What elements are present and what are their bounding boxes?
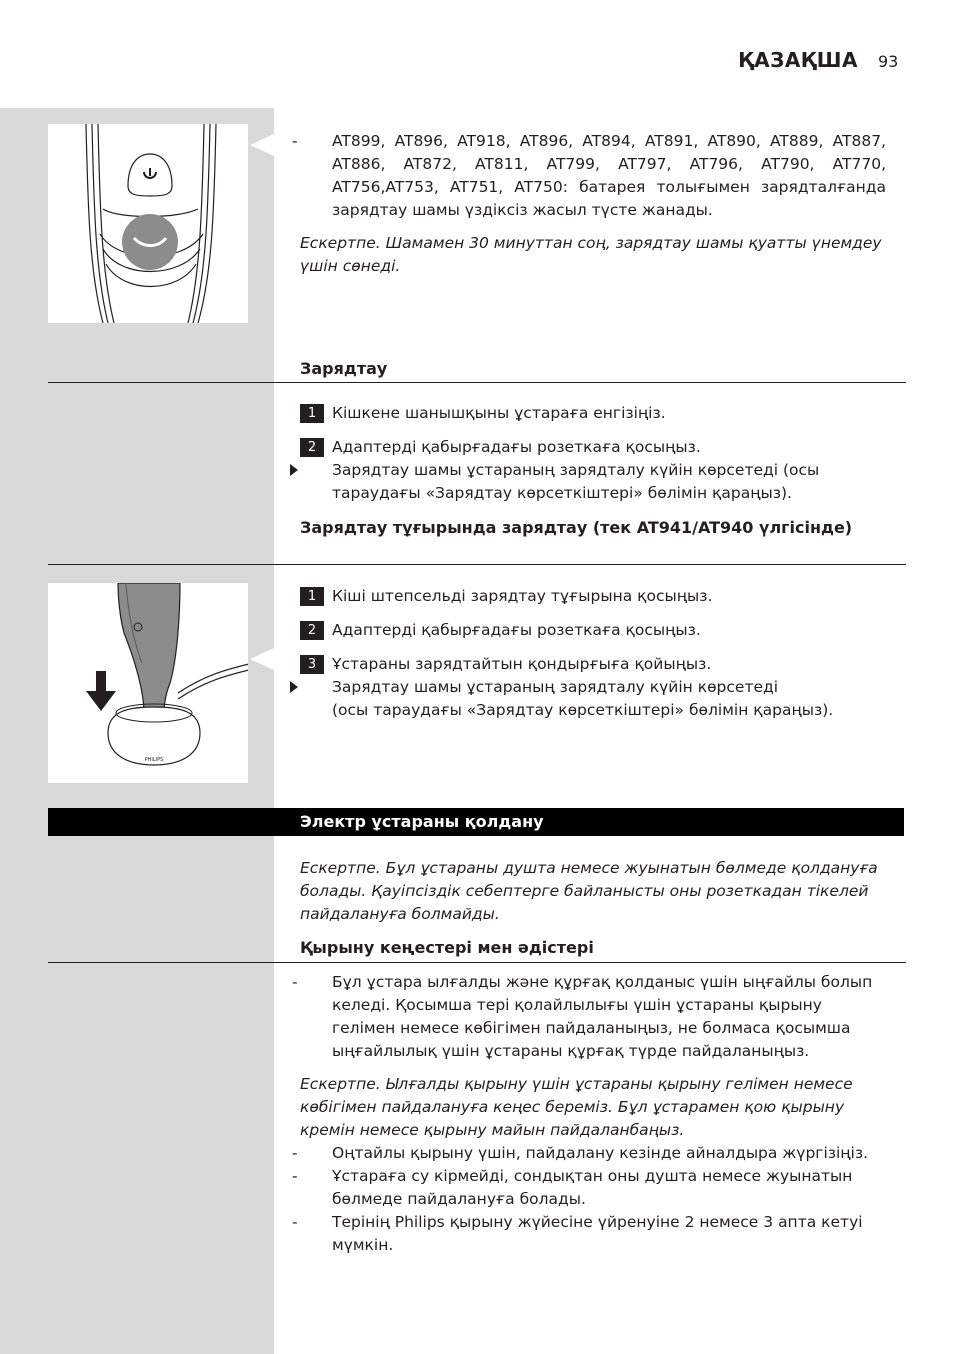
section-rule (48, 564, 906, 565)
page-number: 93 (878, 52, 899, 71)
shaver-stand-illustration (48, 583, 248, 783)
figure-pointer (250, 134, 274, 156)
stand-result: Зарядтау шамы ұстараның зарядталу күйін көрсетеді (осы тараудағы «Зарядтау көрсеткіштері» бөлімін қараңыз). (300, 676, 886, 722)
tips-bullet: - Ұстараға су кірмейді, сондықтан оны душта немесе жуынатын бөлмеде пайдалануға болады. (292, 1167, 853, 1208)
charging-step: 2 Адаптерді қабырғадағы розеткаға қосыңыз. (300, 436, 886, 459)
language-title: ҚАЗАҚША (738, 48, 858, 72)
tips-bullet: - Бұл ұстара ылғалды және құрғақ қолданыс үшін ыңғайлы болып келеді. Қосымша тері қолайлылығы үшін ұстараны қырыну гелімен немесе көбігімен пайдаланыңыз, не болмаса қосымша ыңғайлылық үшін ұстараны құрғақ түрде пайдаланыңыз. (292, 973, 873, 1060)
using-shaver-heading-bar (48, 808, 904, 836)
charging-light-figure (48, 124, 248, 323)
section-rule (48, 382, 906, 383)
tips-bullet: - Терінің Philips қырыну жүйесіне үйренуіне 2 немесе 3 апта кетуі мүмкін. (292, 1213, 863, 1254)
base-brand: PHILIPS (144, 757, 164, 763)
charging-step: 1 Кішкене шанышқыны ұстараға енгізіңіз. (300, 402, 886, 425)
charging-heading: Зарядтау (300, 359, 388, 378)
result-arrow-icon (290, 464, 298, 476)
section-rule (48, 962, 906, 963)
shaving-tips-heading: Қырыну кеңестері мен әдістері (300, 938, 594, 957)
result-arrow-icon (290, 681, 298, 693)
light-off-note: Ескертпе. Шамамен 30 минуттан соң, зарядтау шамы қуатты үнемдеу үшін сөнеді. (300, 234, 882, 275)
stand-step: 2 Адаптерді қабырғадағы розеткаға қосыңыз. (300, 619, 886, 642)
wet-shave-note: Ескертпе. Ылғалды қырыну үшін ұстараны қырыну гелімен немесе көбігімен пайдалануға кеңес береміз. Бұл ұстарамен қою қырыну кремін немесе қырыну майын пайдаланбаңыз. (300, 1075, 853, 1139)
stand-charging-heading: Зарядтау тұғырында зарядтау (тек AT941/AT940 үлгісінде) (300, 518, 853, 537)
stand-step: 1 Кіші штепсельді зарядтау тұғырына қосыңыз. (300, 585, 886, 608)
stand-step: 3 Ұстараны зарядтайтын қондырғыға қойыңыз. (300, 653, 886, 676)
shower-note: Ескертпе. Бұл ұстараны душта немесе жуынатын бөлмеде қолдануға болады. Қауіпсіздік себептерге байланысты оны розеткадан тікелей пайдалануға болмайды. (300, 859, 878, 923)
charging-stand-figure (48, 583, 248, 783)
power-icon (144, 168, 156, 178)
charging-result: Зарядтау шамы ұстараның зарядталу күйін көрсетеді (осы тараудағы «Зарядтау көрсеткіштері» бөлімін қараңыз). (300, 459, 886, 505)
figure-pointer (250, 648, 274, 670)
using-shaver-heading: Электр ұстараны қолдану (300, 812, 544, 831)
shaver-closeup-illustration (48, 124, 248, 323)
tips-bullet: - Оңтайлы қырыну үшін, пайдалану кезінде айналдыра жүргізіңіз. (292, 1144, 869, 1162)
down-arrow-icon (86, 671, 116, 711)
model-list-bullet: - AT899, AT896, AT918, AT896, AT894, AT891, AT890, AT889, AT887, AT886, AT872, AT811, AT799, AT797, AT796, AT790, AT770, AT756,AT753, AT751, AT750: батарея толығымен зарядталғанда зарядтау шамы үздіксіз жасыл түсте жанады. (292, 132, 886, 219)
